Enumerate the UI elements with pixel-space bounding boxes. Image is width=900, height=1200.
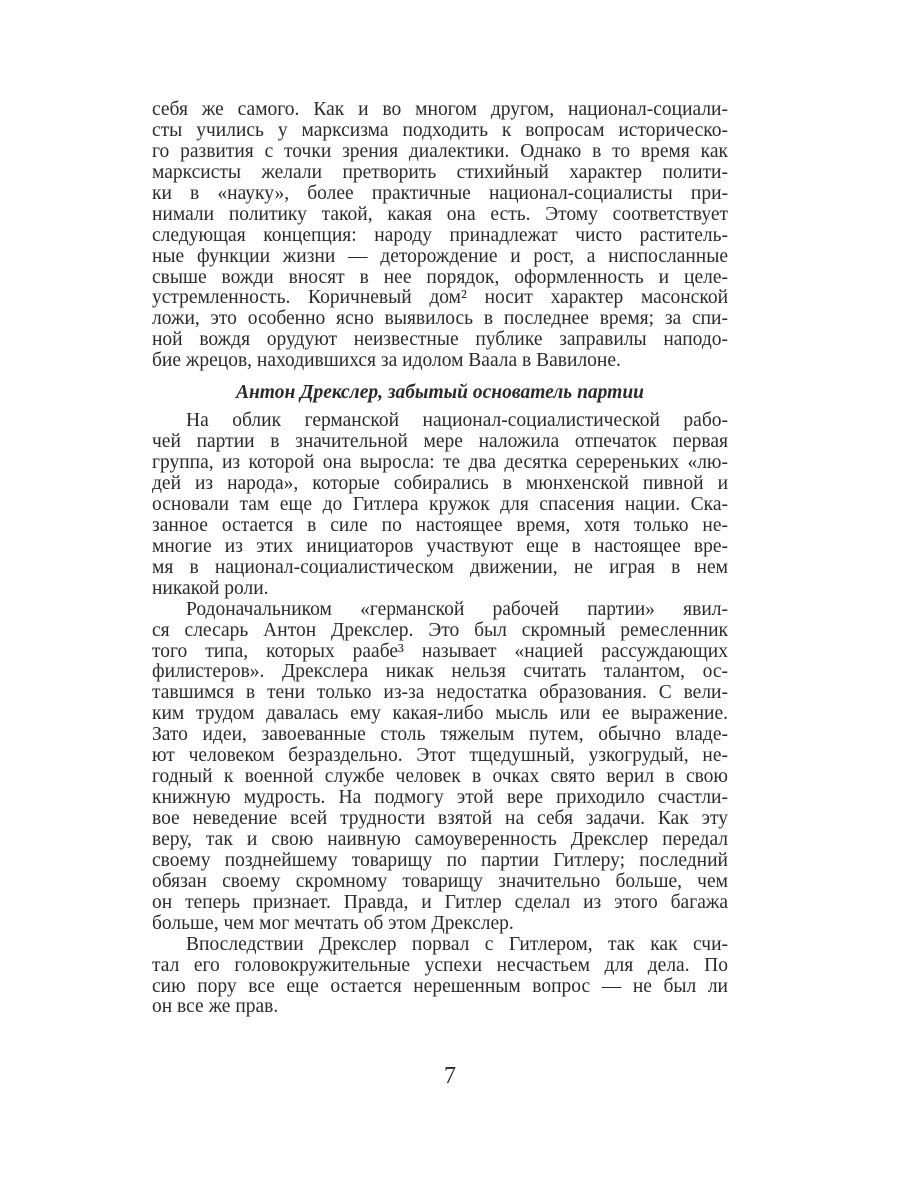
text-line: устремленность. Коричневый дом² носит характер масонской <box>152 287 728 309</box>
text-line: многие из этих инициаторов участвуют еще в настоящее вре- <box>152 535 728 557</box>
text-line: следующая концепция: народу принадлежат чисто раститель- <box>152 224 728 246</box>
page-body <box>152 100 728 1018</box>
text-line: Впоследствии Дрекслер порвал с Гитлером, так как счи- <box>186 933 728 955</box>
text-line: группа, из которой она выросла: те два десятка серереньких «лю- <box>152 452 728 474</box>
text-line: никакой роли. <box>152 577 269 599</box>
text-line: марксисты желали претворить стихийный характер полити- <box>152 161 728 183</box>
text-line: На облик германской национал-социалистической рабо- <box>186 410 728 432</box>
text-line: он теперь признает. Правда, и Гитлер сделал из этого багажа <box>152 891 728 913</box>
text-line: основали там еще до Гитлера кружок для спасения нации. Ска- <box>152 493 728 515</box>
text-line: ложи, это особенно ясно выявилось в последнее время; за спи- <box>152 308 728 330</box>
page-number: 7 <box>444 1063 456 1089</box>
text-line: занное остается в силе по настоящее время, хотя только не- <box>152 514 728 536</box>
text-line: он все же прав. <box>152 996 279 1018</box>
text-line: ки в «науку», более практичные национал-социалисты при- <box>152 182 728 204</box>
text-line: больше, чем мог мечтать об этом Дрекслер. <box>152 912 514 934</box>
text-line: го развития с точки зрения диалектики. Однако в то время как <box>152 140 728 162</box>
text-line: тавшимся в тени только из-за недостатка образования. С вели- <box>152 682 728 704</box>
text-line: сию пору все еще остается нерешенным вопрос — не был ли <box>152 975 728 997</box>
text-line: ся слесарь Антон Дрекслер. Это был скромный ремесленник <box>152 619 728 641</box>
text-line: книжную мудрость. На подмогу этой вере приходило счастли- <box>152 787 728 809</box>
text-line: обязан своему скромному товарищу значительно больше, чем <box>152 870 728 892</box>
text-line: Зато идеи, завоеванные столь тяжелым путем, обычно владе- <box>152 724 728 746</box>
text-line: своему позднейшему товарищу по партии Гитлеру; последний <box>152 849 728 871</box>
paragraph <box>152 411 728 599</box>
text-line: бие жрецов, находившихся за идолом Ваала в Вавилоне. <box>152 350 621 372</box>
text-line: того типа, которых раабе³ называет «нацией рассуждающих <box>152 640 728 662</box>
text-line: себя же самого. Как и во многом другом, национал-социали- <box>152 99 728 120</box>
text-line: ким трудом давалась ему какая-либо мысль или ее выражение. <box>152 703 728 725</box>
text-line: сты учились у марксизма подходить к вопросам историческо- <box>152 119 728 141</box>
text-line: тал его головокружительные успехи несчастьем для дела. По <box>152 954 728 976</box>
text-section-before <box>152 100 728 372</box>
text-line: Родоначальником «германской рабочей партии» явил- <box>186 598 728 620</box>
text-line: ные функции жизни — деторождение и рост, а ниспосланные <box>152 245 728 267</box>
text-line: ной вождя орудуют неизвестные публике заправилы наподо- <box>152 329 728 351</box>
text-section-after <box>152 411 728 1018</box>
text-line: веру, так и свою наивную самоуверенность Дрекслер передал <box>152 828 728 850</box>
text-line: нимали политику такой, какая она есть. Этому соответствует <box>152 203 728 225</box>
text-line: годный к военной службе человек в очках свято верил в свою <box>152 766 728 788</box>
paragraph <box>152 600 728 935</box>
paragraph <box>152 100 728 372</box>
text-line: филистеров». Дрекслера никак нельзя считать талантом, ос- <box>152 661 728 683</box>
text-line: вое неведение всей трудности взятой на себя задачи. Как эту <box>152 808 728 829</box>
text-line: свыше вожди вносят в нее порядок, оформленность и целе- <box>152 266 728 288</box>
paragraph <box>152 935 728 1019</box>
section-heading: Антон Дрекслер, забытый основатель партии <box>235 382 645 404</box>
text-line: мя в национал-социалистическом движении, не играя в нем <box>152 556 728 578</box>
text-line: чей партии в значительной мере наложила отпечаток первая <box>152 431 728 453</box>
text-line: ют человеком безраздельно. Этот тщедушный, узкогрудый, не- <box>152 745 728 767</box>
text-line: дей из народа», которые собирались в мюнхенской пивной и <box>152 473 728 494</box>
